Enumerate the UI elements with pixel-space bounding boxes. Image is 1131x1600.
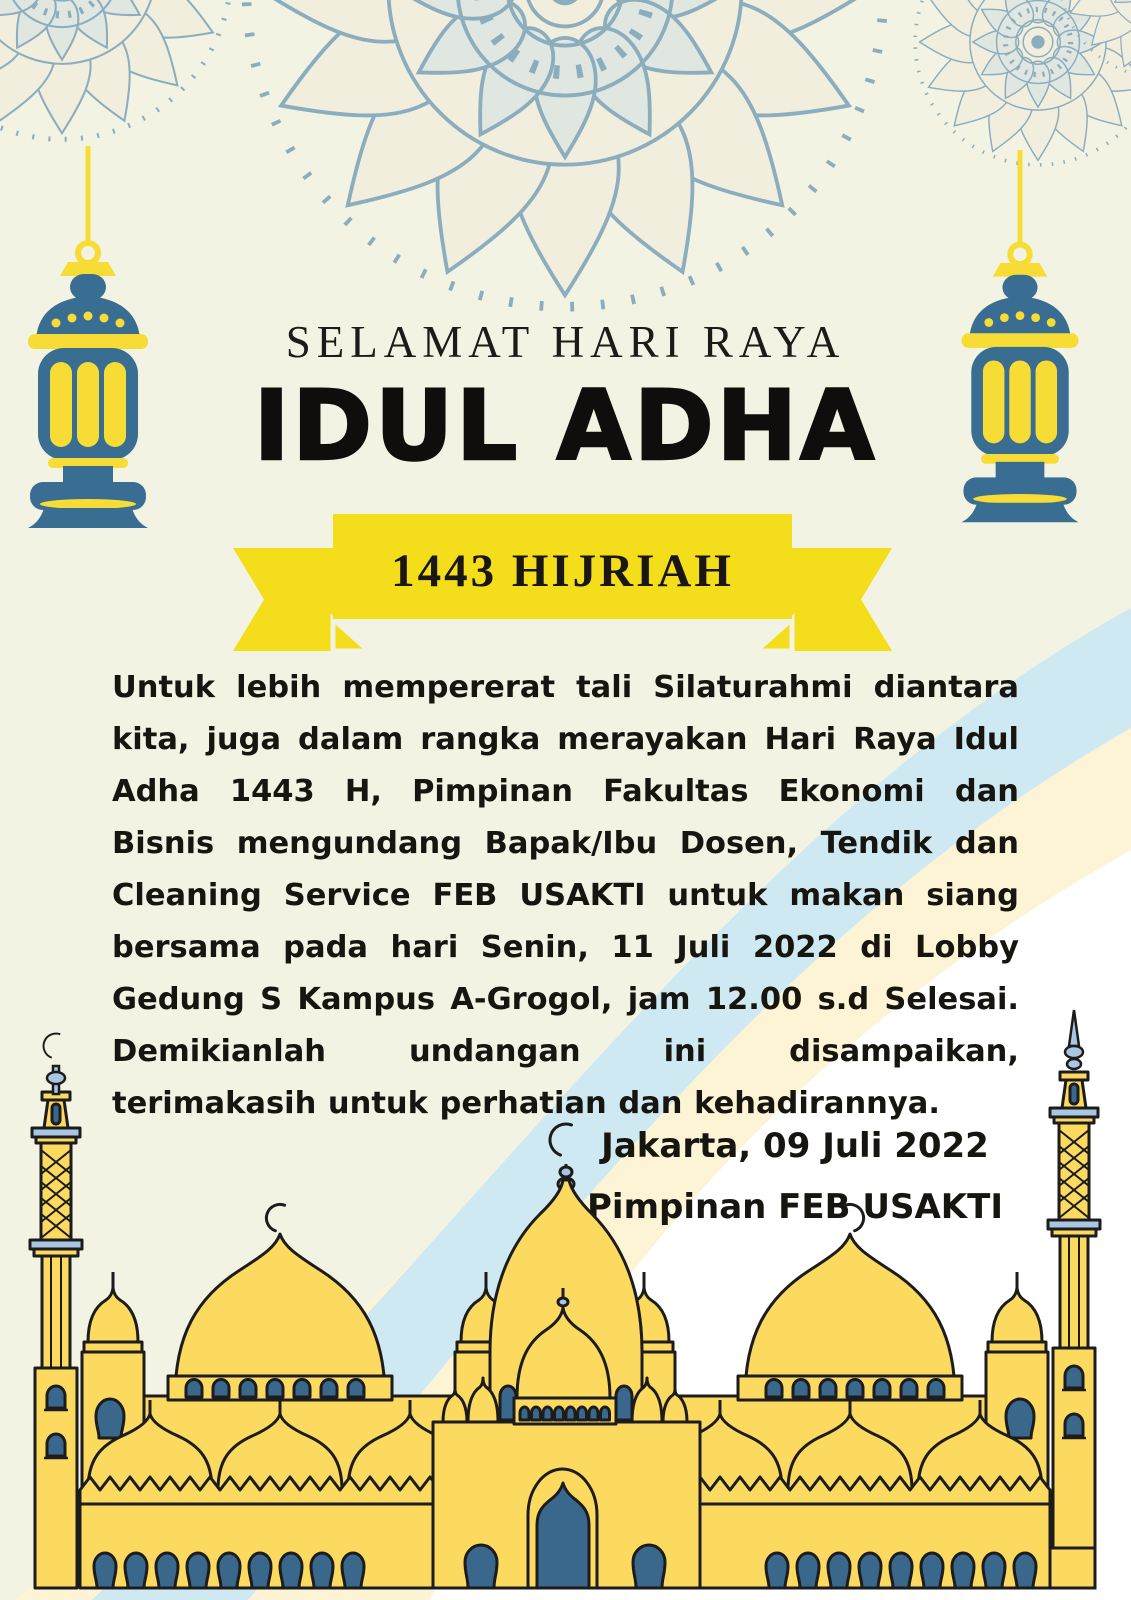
mosque-illustration <box>0 1000 1131 1600</box>
ribbon-fold-right <box>756 619 792 651</box>
invitation-body: Untuk lebih mempererat tali Silaturahmi diantara kita, juga dalam rangka merayakan Hari Raya Idul Adha 1443 H, Pimpinan Fakultas Ekonomi dan Bisnis mengundang Bapak/Ibu Dosen, Tendik dan Cleaning Service FEB USAKTI untuk makan siang bersama pada hari Senin, 11 Juli 2022 di Lobby Gedung S Kampus A-Grogol, jam 12.00 s.d Selesai. Demikianlah undangan ini disampaikan, terimakasih untuk perhatian dan kehadirannya. <box>112 670 1019 1121</box>
left-minaret <box>30 1030 82 1588</box>
ribbon-tail-left <box>233 548 333 651</box>
greeting-line: SELAMAT HARI RAYA <box>285 317 846 367</box>
grand-door <box>528 1469 597 1588</box>
right-minaret <box>1048 1010 1100 1568</box>
ribbon-tail-right <box>792 548 892 651</box>
mandala-center <box>246 0 883 307</box>
crescent-moon-icon <box>40 1030 60 1058</box>
crescent-moon-icon <box>545 1119 571 1155</box>
signature-organization: Pimpinan FEB USAKTI <box>587 1187 1003 1227</box>
page-title: IDUL ADHA <box>253 370 878 482</box>
ribbon-label: 1443 HIJRIAH <box>391 545 734 597</box>
ribbon-fold-left <box>333 619 369 651</box>
signature-place-date: Jakarta, 09 Juli 2022 <box>601 1126 989 1166</box>
mandala-left <box>0 0 231 139</box>
